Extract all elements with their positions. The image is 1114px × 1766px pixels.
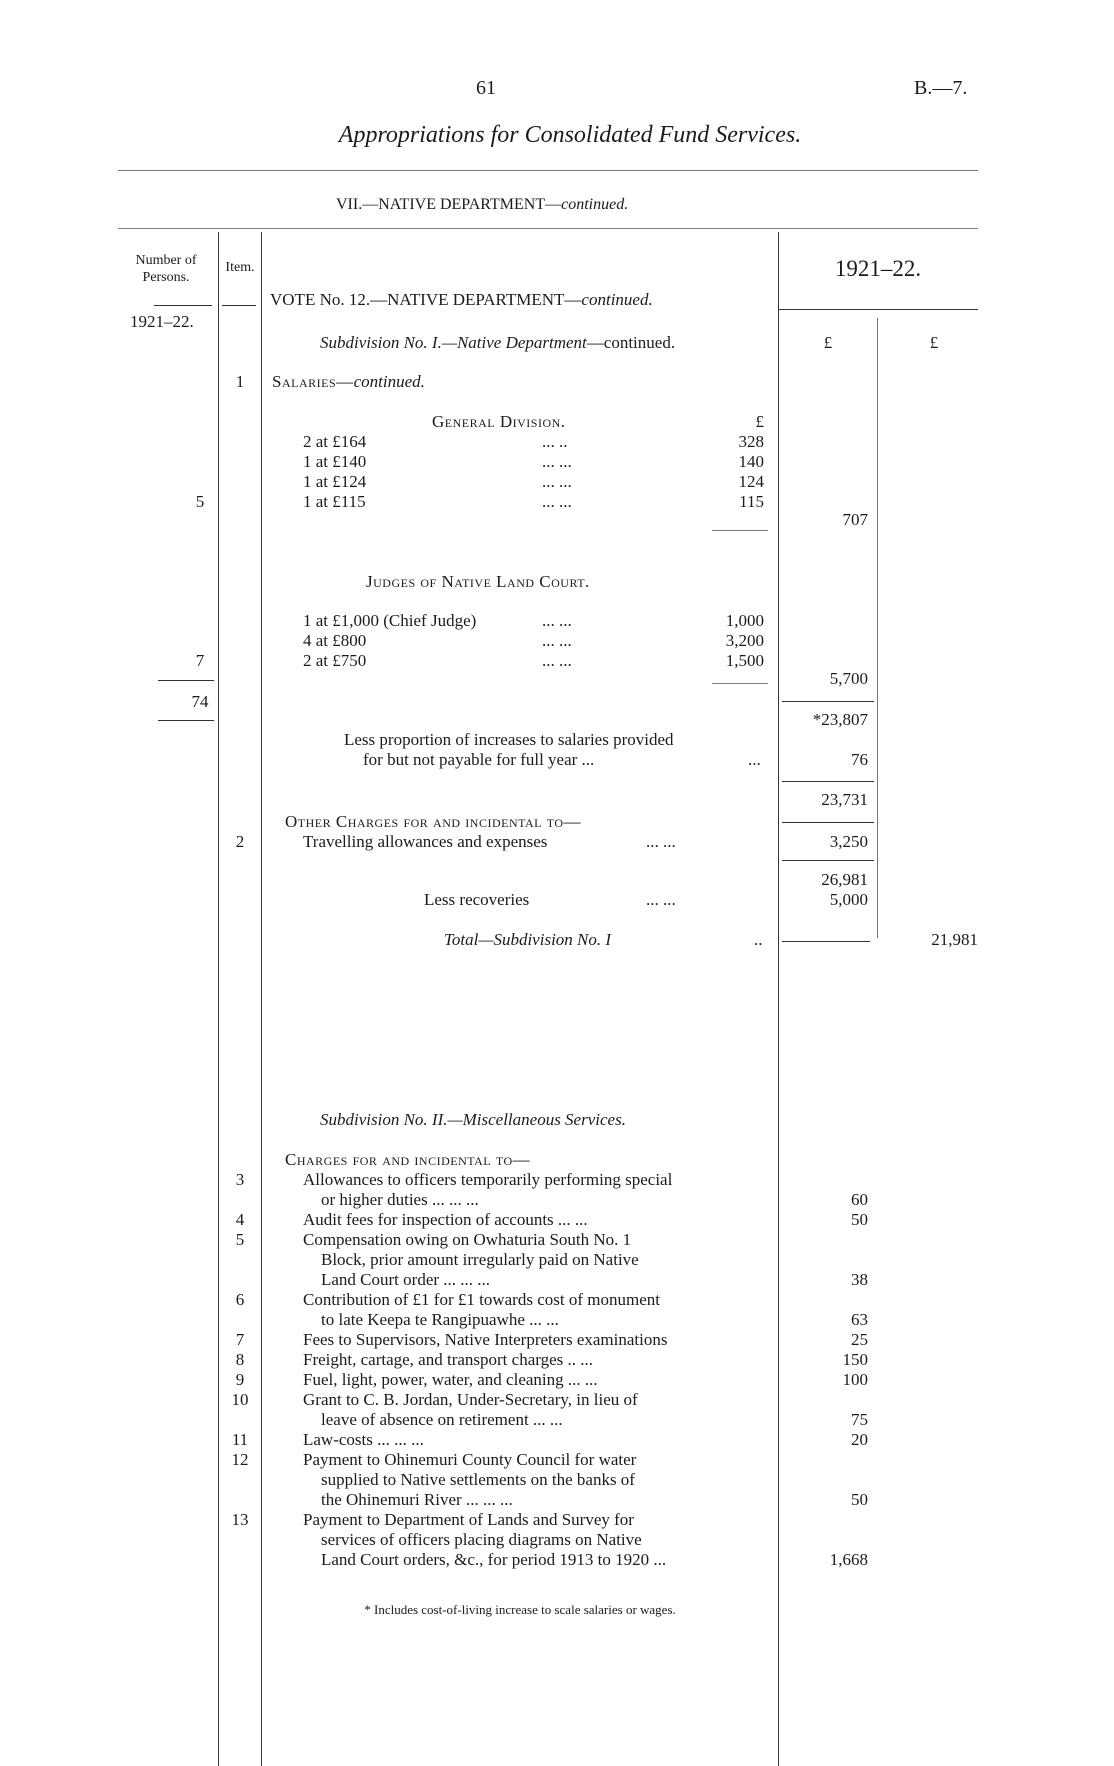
footnote: * Includes cost-of-living increase to scale salaries or wages. (364, 1602, 676, 1617)
section-title: VII.—NATIVE DEPARTMENT—continued. (336, 196, 629, 213)
item-description-divider (261, 232, 262, 1766)
subtotal-rule (712, 530, 768, 531)
leader-dots: ... ... (542, 631, 572, 650)
amount-columns-divider (877, 318, 878, 938)
leader-dots: ... (748, 750, 761, 769)
item-number: 8 (235, 1350, 245, 1369)
item-description: Compensation owing on Owhaturia South No. 1 (303, 1230, 632, 1249)
general-division-total: 707 (842, 510, 868, 529)
item-description: Freight, cartage, and transport charges .. ... (303, 1350, 594, 1369)
section-continued: continued. (561, 196, 629, 213)
persons-total-rule (158, 720, 214, 721)
item-description: Grant to C. B. Jordan, Under-Secretary, in lieu of (303, 1390, 638, 1409)
item-description: Audit fees for inspection of accounts ... ... (303, 1210, 588, 1229)
persons-sum-rule (158, 680, 214, 681)
salary-rate: 1 at £124 (303, 472, 367, 491)
total-rule (782, 941, 870, 942)
leader-dots: ... ... (542, 472, 572, 491)
item-amount: 38 (851, 1270, 868, 1289)
item-amount: 1,668 (829, 1550, 868, 1569)
item-number: 1 (235, 372, 245, 391)
year-header-rule (778, 309, 978, 310)
general-division-heading: General Division. (432, 412, 566, 431)
less-recoveries-amount: 5,000 (829, 890, 868, 909)
salary-amount: 124 (738, 472, 764, 491)
travelling-amount: 3,250 (829, 832, 868, 851)
item-description: Block, prior amount irregularly paid on Native (321, 1250, 639, 1269)
salary-rate: 4 at £800 (303, 631, 367, 650)
travelling-label: Travelling allowances and expenses (303, 832, 548, 851)
number-of-persons-header: Number of Persons. (135, 253, 197, 285)
item-amount: 75 (851, 1410, 868, 1429)
item-description: to late Keepa te Rangipuawhe ... ... (321, 1310, 559, 1329)
item-header-rule (222, 305, 256, 306)
item-description: Land Court orders, &c., for period 1913 to 1920 ... (321, 1550, 667, 1569)
persons-year: 1921–22. (130, 312, 194, 331)
item-number: 3 (235, 1170, 245, 1189)
description-amount-divider (778, 232, 779, 1766)
item-description: leave of absence on retirement ... ... (321, 1410, 563, 1429)
item-amount: 20 (851, 1430, 868, 1449)
item-amount: 25 (851, 1330, 868, 1349)
other-charges-heading: Other Charges for and incidental to— (285, 812, 582, 831)
leader-dots: ... .. (542, 432, 568, 451)
item-amount: 60 (851, 1190, 868, 1209)
subdivision-one-heading: Subdivision No. I.—Native Department—continued. (320, 333, 676, 352)
less-increases-line-2: for but not payable for full year ... (363, 750, 595, 769)
item-description: supplied to Native settlements on the banks of (321, 1470, 635, 1489)
salary-amount: 3,200 (725, 631, 764, 650)
leader-dots: ... ... (646, 832, 676, 851)
item-amount: 100 (842, 1370, 868, 1389)
charges-heading: Charges for and incidental to— (285, 1150, 531, 1169)
subtotal-rule (712, 683, 768, 684)
total-subdivision-label: Total—Subdivision No. I (444, 930, 612, 949)
leader-dots: .. (754, 930, 763, 949)
vote-title: VOTE No. 12.—NATIVE DEPARTMENT—continued. (270, 290, 653, 309)
item-description: or higher duties ... ... ... (321, 1190, 479, 1209)
salary-amount: 1,500 (725, 651, 764, 670)
item-description: Fees to Supervisors, Native Interpreters examinations (303, 1330, 668, 1349)
persons-item-divider (218, 232, 219, 1766)
less-increases-line-1: Less proportion of increases to salaries provided (344, 730, 674, 749)
item-number: 13 (231, 1510, 249, 1529)
item-description: Payment to Department of Lands and Survey for (303, 1510, 634, 1529)
item-number: 5 (235, 1230, 245, 1249)
item-number: 11 (231, 1430, 249, 1449)
item-description: Land Court order ... ... ... (321, 1270, 491, 1289)
less-recoveries-label: Less recoveries (424, 890, 530, 909)
salary-amount: 115 (739, 492, 764, 511)
item-description: Fuel, light, power, water, and cleaning ... ... (303, 1370, 598, 1389)
title-rule (118, 170, 978, 171)
salary-rate: 1 at £115 (303, 492, 366, 511)
leader-dots: ... ... (542, 651, 572, 670)
persons-header-rule (154, 305, 212, 306)
salary-rate: 1 at £1,000 (Chief Judge) (303, 611, 477, 630)
item-description: Allowances to officers temporarily performing special (303, 1170, 673, 1189)
page-title: Appropriations for Consolidated Fund Services. (338, 122, 802, 148)
gross-rule (782, 701, 874, 702)
year-header: 1921–22. (834, 256, 922, 281)
salary-rate: 1 at £140 (303, 452, 367, 471)
item-number: 7 (235, 1330, 245, 1349)
persons-total: 74 (191, 692, 209, 711)
gross-salaries: *23,807 (812, 710, 868, 729)
subdivision-two-heading: Subdivision No. II.—Miscellaneous Services. (320, 1110, 626, 1129)
subtotal-amount: 26,981 (821, 870, 868, 889)
judges-heading: Judges of Native Land Court. (366, 572, 590, 591)
item-number: 10 (231, 1390, 249, 1409)
leader-dots: ... ... (542, 611, 572, 630)
leader-dots: ... ... (542, 452, 572, 471)
leader-dots: ... ... (542, 492, 572, 511)
net-rule (782, 781, 874, 782)
item-number: 2 (235, 832, 245, 851)
document-reference: B.—7. (914, 77, 968, 99)
salary-amount: 140 (738, 452, 764, 471)
item-amount: 63 (851, 1310, 868, 1329)
item-number: 9 (235, 1370, 245, 1389)
salary-amount: 1,000 (725, 611, 764, 630)
item-number: 4 (235, 1210, 245, 1229)
vote-continued: continued. (581, 290, 653, 309)
item-header: Item. (225, 260, 255, 275)
net-salaries: 23,731 (821, 790, 868, 809)
section-rule (118, 228, 978, 229)
persons-count: 5 (195, 492, 205, 511)
salary-amount: 328 (738, 432, 764, 451)
item-amount: 50 (851, 1210, 868, 1229)
item-amount: 150 (842, 1350, 868, 1369)
item-description: Law-costs ... ... ... (303, 1430, 424, 1449)
item-description: services of officers placing diagrams on Native (321, 1530, 642, 1549)
salaries-heading: Salaries—continued. (272, 372, 425, 391)
less-increases-amount: 76 (851, 750, 868, 769)
pound-column-a: £ (823, 333, 833, 352)
travelling-rule (782, 860, 874, 861)
salary-rate: 2 at £164 (303, 432, 367, 451)
item-description: the Ohinemuri River ... ... ... (321, 1490, 513, 1509)
pound-symbol: £ (755, 412, 764, 431)
judges-total: 5,700 (829, 669, 868, 688)
persons-count: 7 (195, 651, 205, 670)
page-number: 61 (476, 77, 496, 99)
item-number: 6 (235, 1290, 245, 1309)
item-description: Contribution of £1 for £1 towards cost of monument (303, 1290, 660, 1309)
net-bottom-rule (782, 822, 874, 823)
pound-column-b: £ (929, 333, 939, 352)
total-subdivision-amount: 21,981 (931, 930, 978, 949)
item-amount: 50 (851, 1490, 868, 1509)
item-description: Payment to Ohinemuri County Council for water (303, 1450, 637, 1469)
item-number: 12 (231, 1450, 249, 1469)
salary-rate: 2 at £750 (303, 651, 367, 670)
leader-dots: ... ... (646, 890, 676, 909)
